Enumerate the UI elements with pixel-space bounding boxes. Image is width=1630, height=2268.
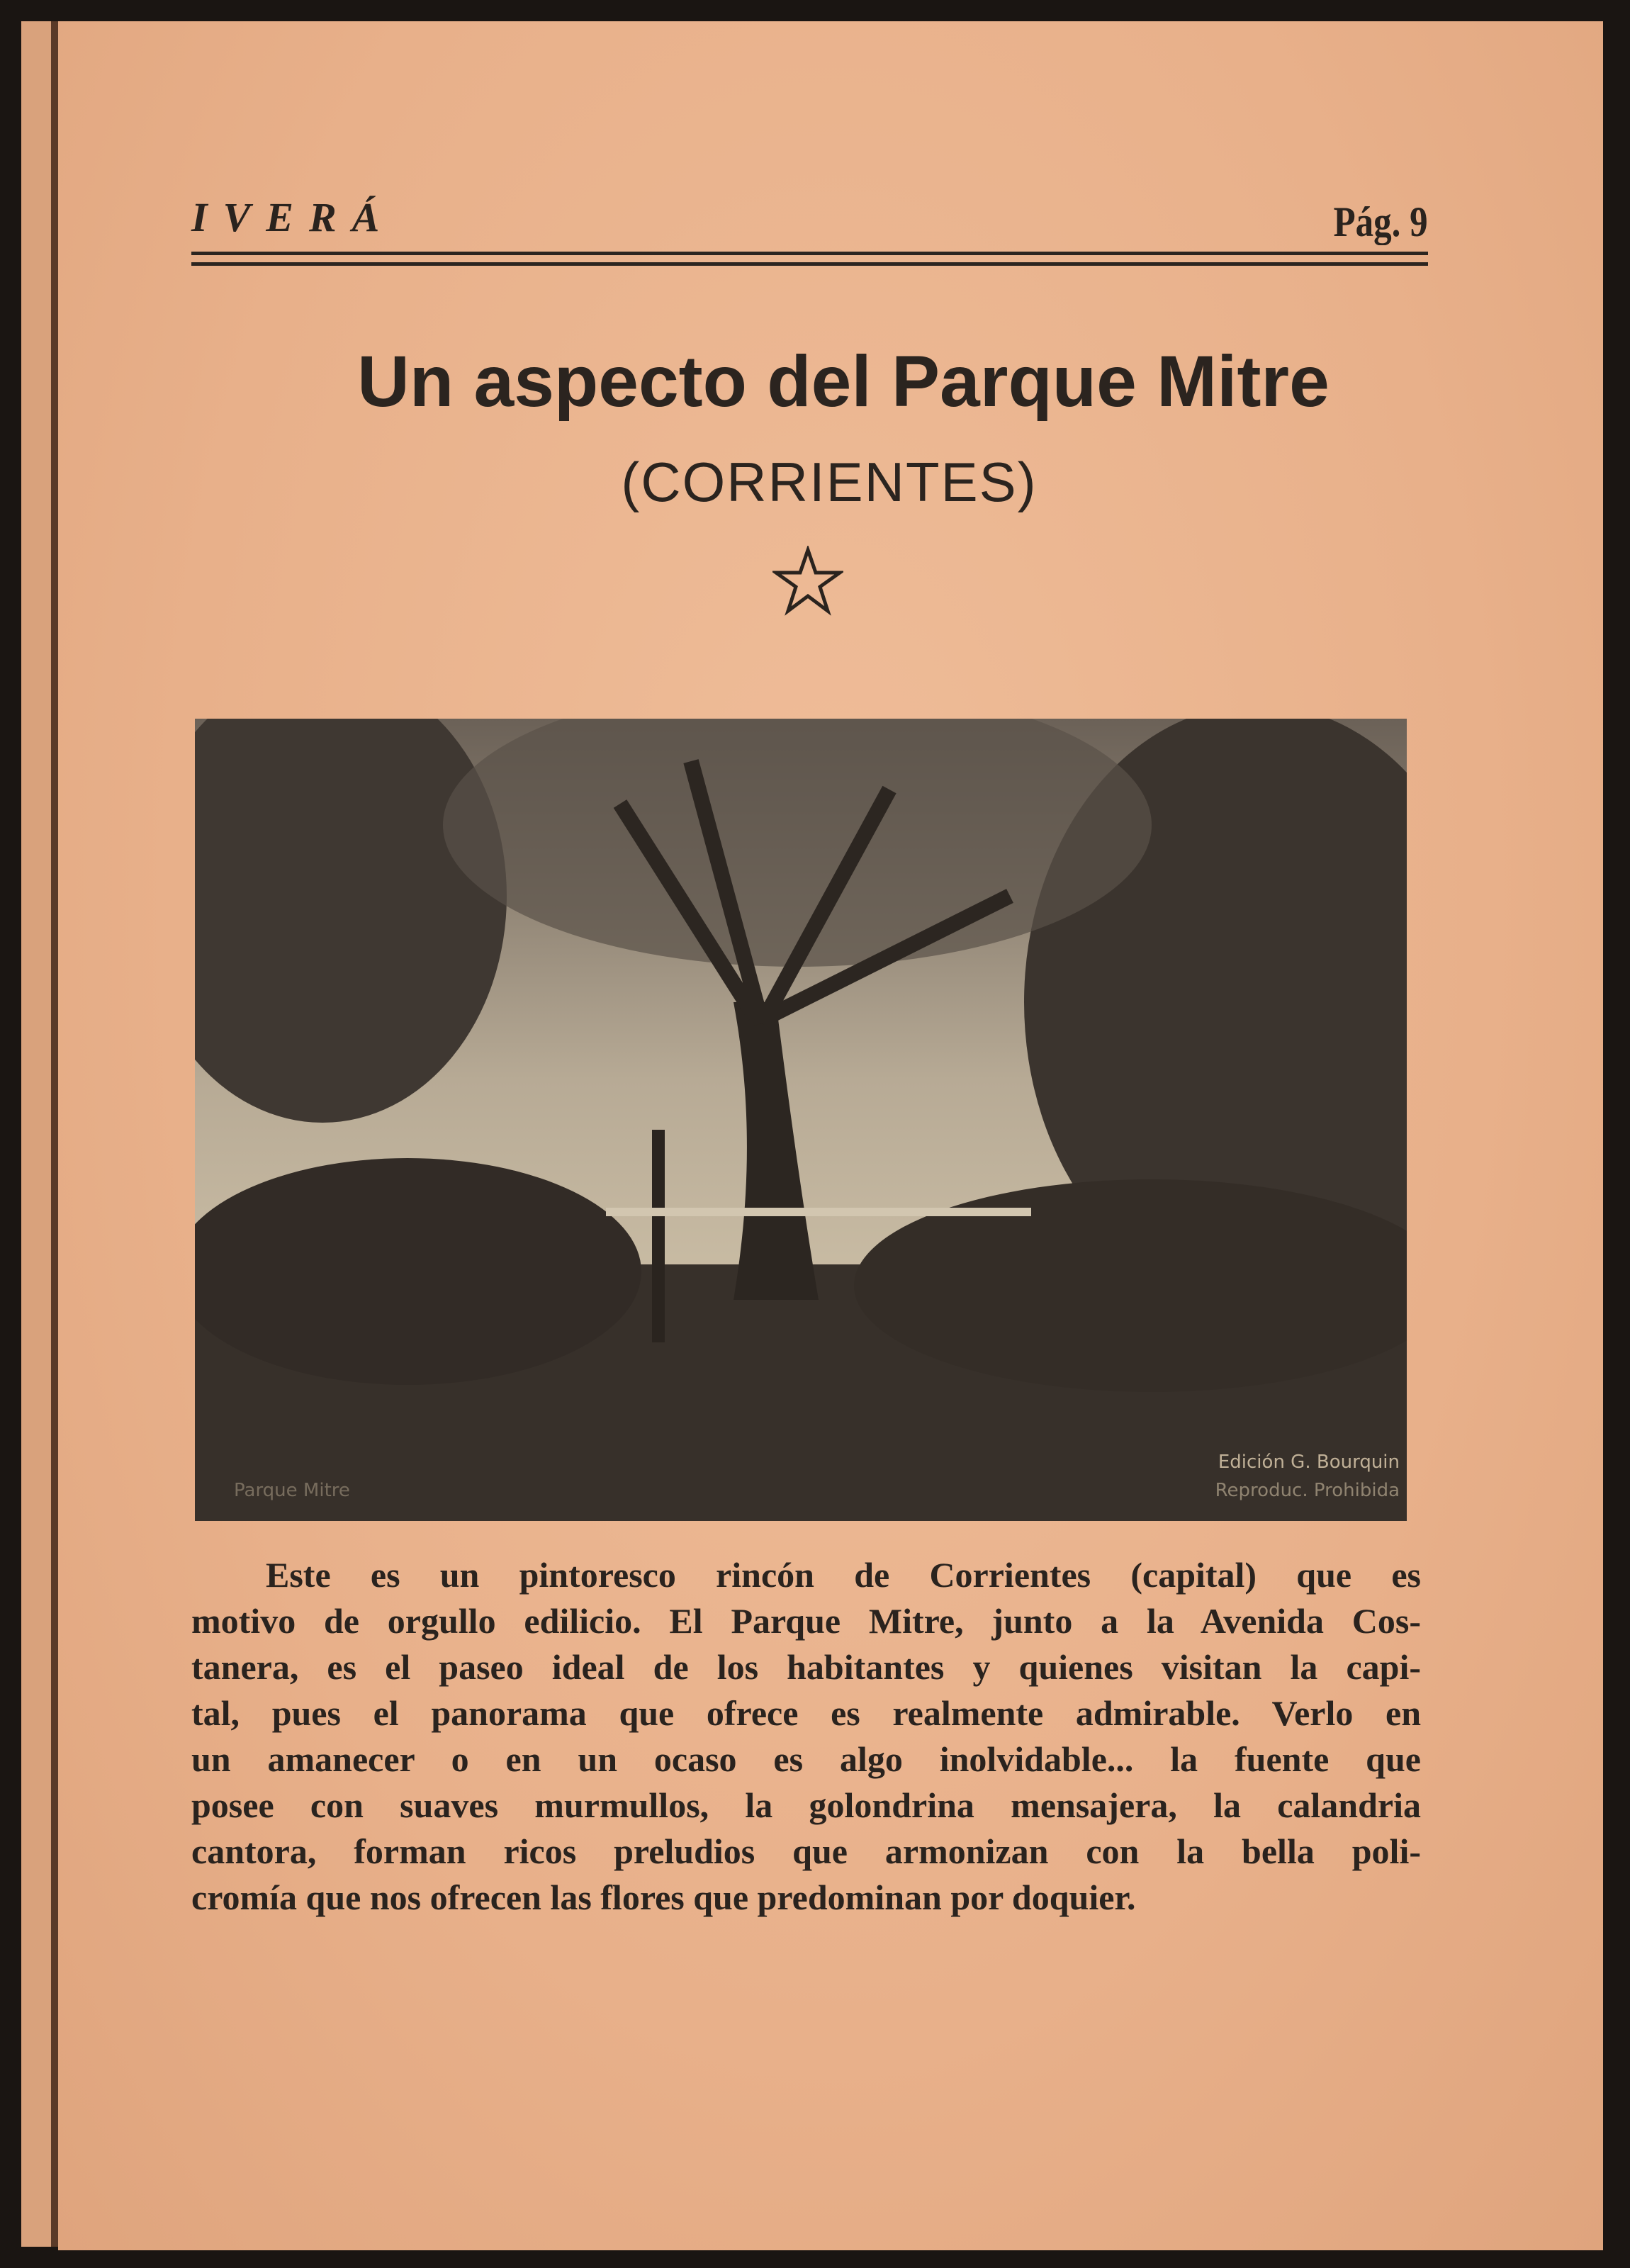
star-icon: [772, 546, 843, 617]
body-line: tanera, es el paseo ideal de los habitantes y quienes visitan la capi-: [191, 1647, 1421, 1687]
photo-rights-notice: Reproduc. Prohibida: [1215, 1480, 1400, 1501]
running-header: [191, 191, 1428, 245]
body-line: motivo de orgullo edilicio. El Parque Mitre, junto a la Avenida Cos-: [191, 1601, 1421, 1641]
header-rule-bottom: [191, 262, 1428, 266]
body-line: cromía que nos ofrecen las flores que predominan por doquier.: [191, 1877, 1136, 1917]
photo-credit: Edición G. Bourquin: [1218, 1452, 1400, 1473]
publication-name: IVERÁ: [191, 194, 395, 240]
photo-caption: Parque Mitre: [234, 1480, 350, 1501]
body-line: un amanecer o en un ocaso es algo inolvidable... la fuente que: [191, 1739, 1421, 1779]
article-body: [191, 1552, 1421, 1921]
article-title: Un aspecto del Parque Mitre: [357, 341, 1330, 422]
body-line: tal, pues el panorama que ofrece es realmente admirable. Verlo en: [191, 1693, 1421, 1733]
page-number: Pág. 9: [1333, 198, 1428, 245]
header-rule-top: [191, 252, 1428, 255]
body-line: Este es un pintoresco rincón de Corrientes (capital) que es: [266, 1555, 1421, 1595]
park-trees-image: [195, 719, 1407, 1521]
body-line: cantora, forman ricos preludios que armonizan con la bella poli-: [191, 1831, 1421, 1871]
article-subtitle: (CORRIENTES): [621, 451, 1038, 513]
park-photograph: [195, 719, 1407, 1521]
body-line: posee con suaves murmullos, la golondrina mensajera, la calandria: [191, 1785, 1421, 1825]
